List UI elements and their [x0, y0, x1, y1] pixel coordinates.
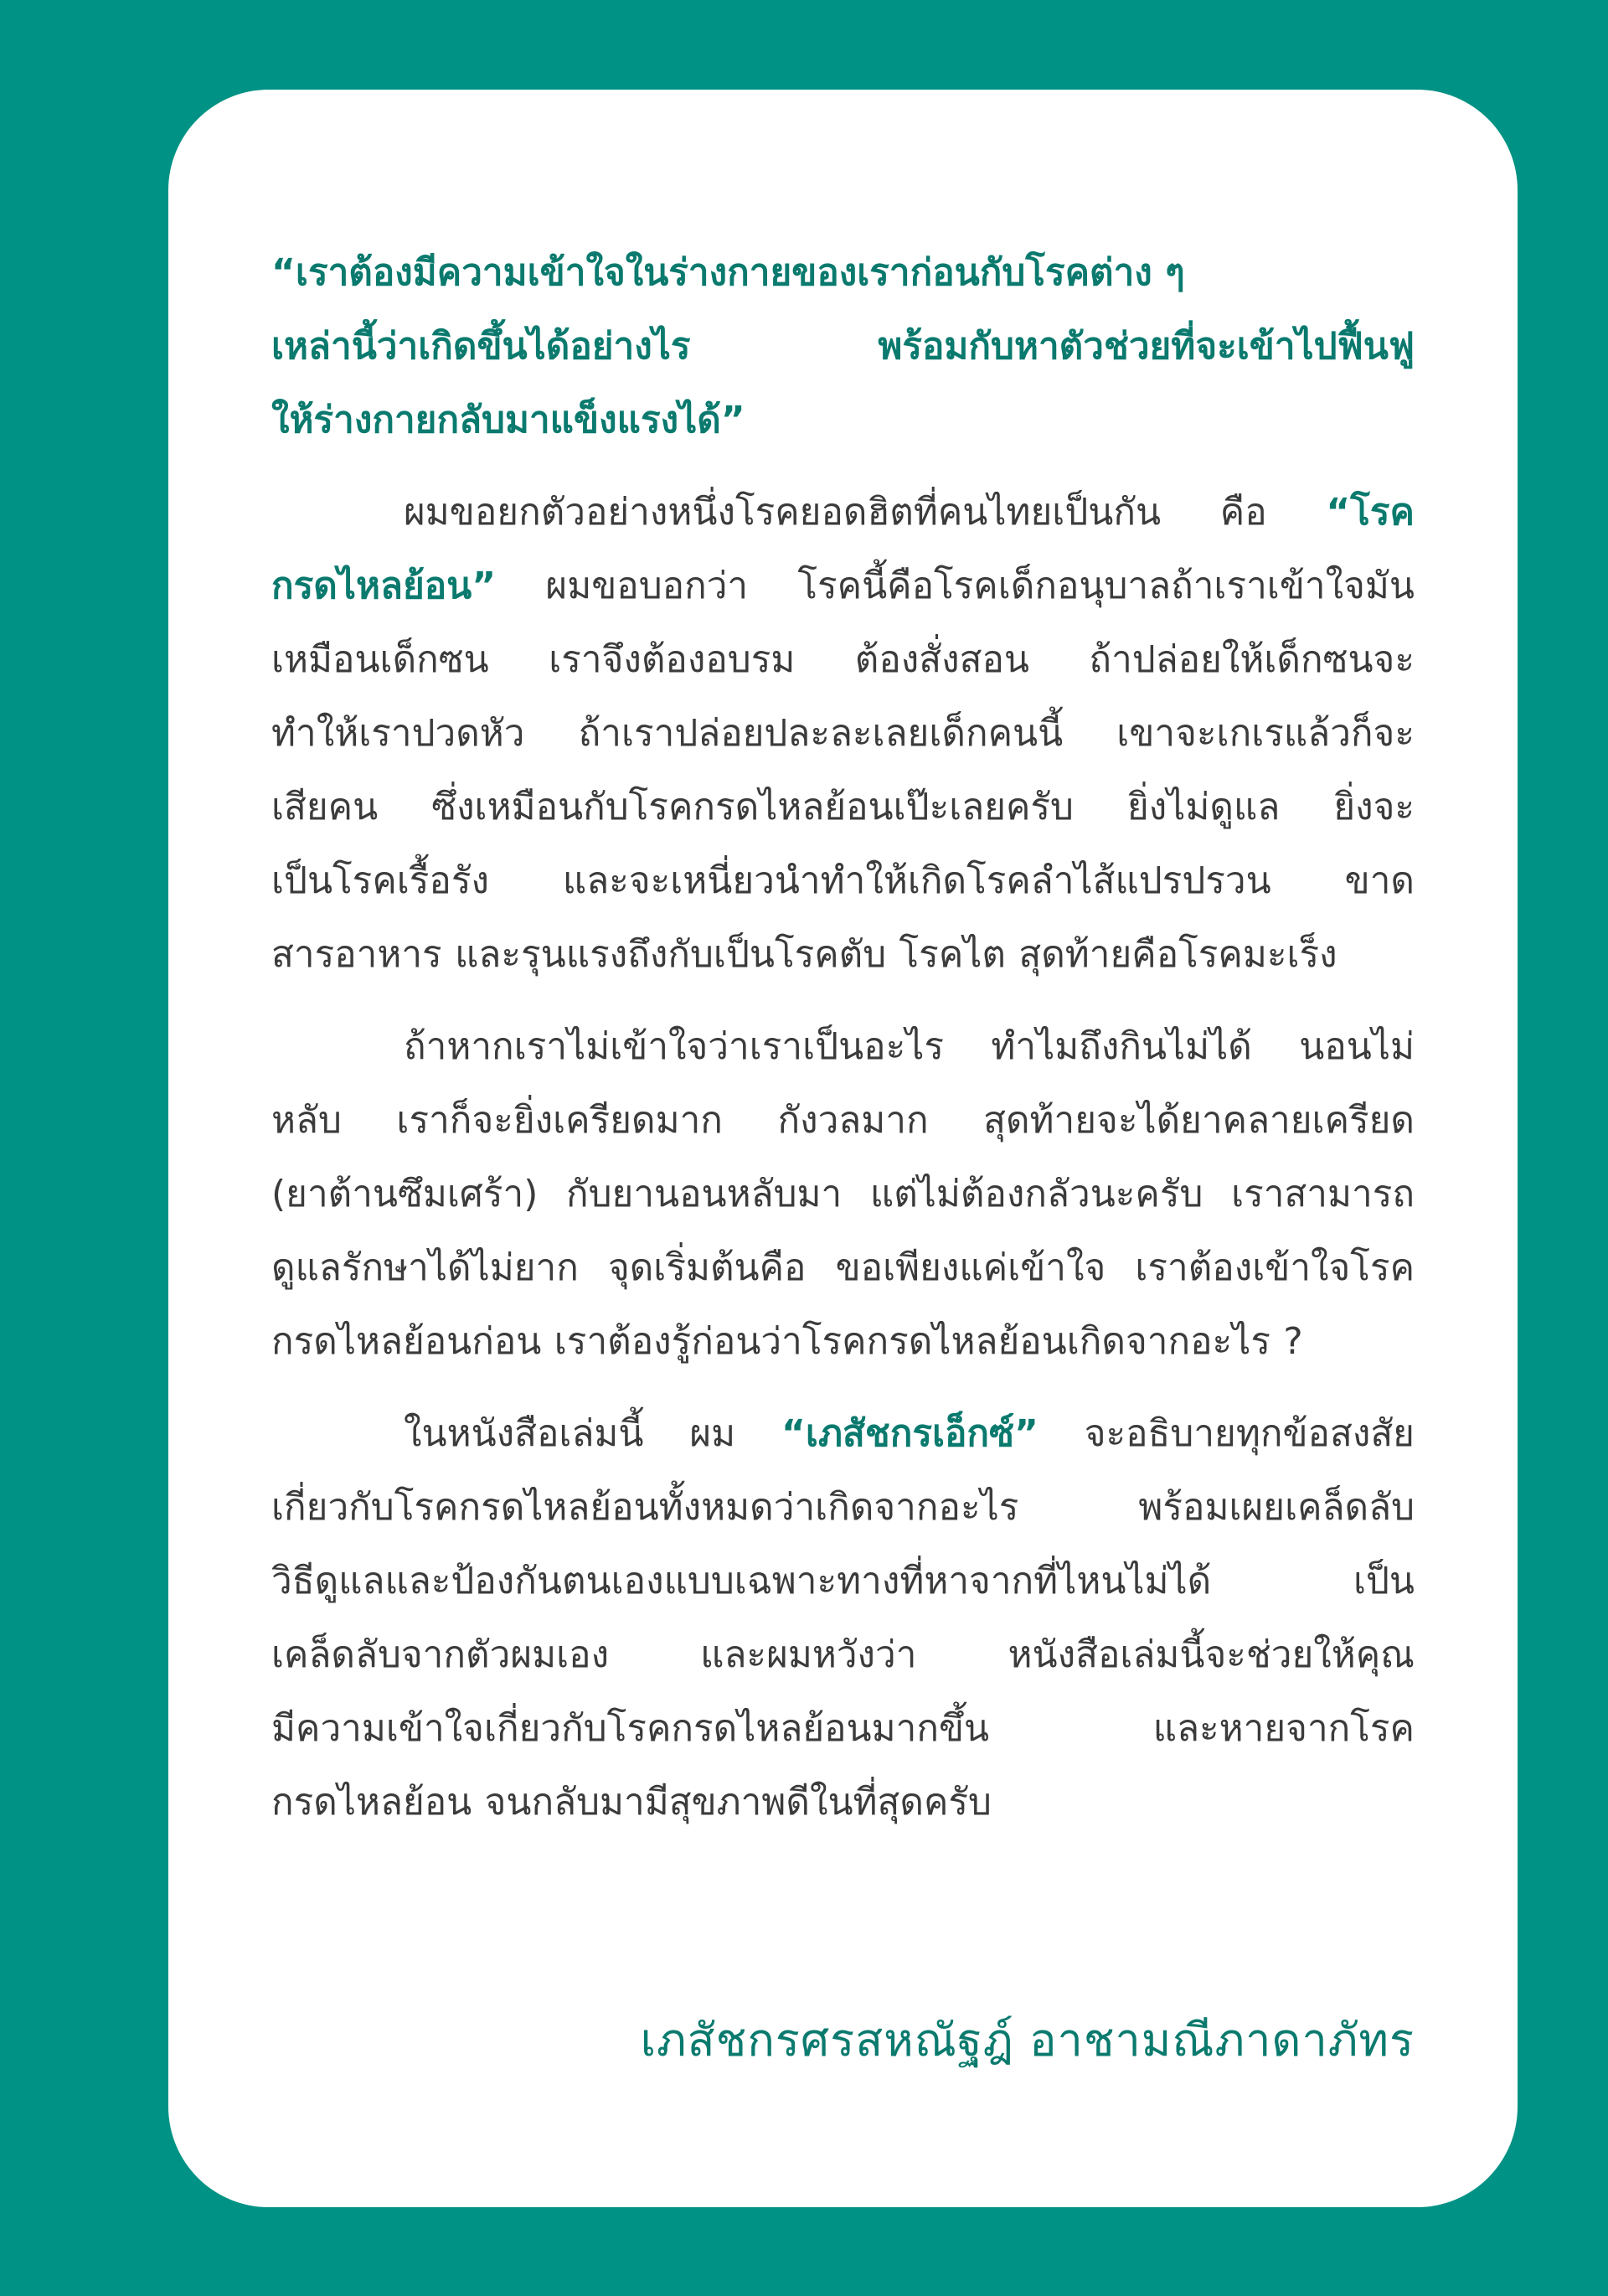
text-segment: และจะเหนี่ยวนำทำให้เกิดโรคลำไส้แปรปรวน [562, 859, 1271, 902]
text-segment: ผมขอยกตัวอย่างหนึ่งโรคยอดฮิตที่คนไทยเป็นกัน [404, 491, 1162, 534]
text-segment: จนกลับมามีสุขภาพดีในที่สุดครับ [484, 1781, 992, 1824]
text-segment: ซึ่งเหมือนกับโรคกรดไหลย้อนเป๊ะเลยครับ [431, 786, 1074, 828]
text-segment: เราก็จะยิ่งเครียดมาก [396, 1099, 723, 1142]
text-segment: ขอเพียงแค่เข้าใจ [835, 1246, 1106, 1289]
text-segment: กรดไหลย้อน [271, 1781, 472, 1824]
text-line [271, 1231, 1415, 1305]
text-line [271, 918, 1415, 992]
text-segment: ถ้าเราปล่อยปละละเลยเด็กคนนี้ [578, 712, 1064, 755]
text-segment: เราจึงต้องอบรม [549, 638, 796, 681]
quote-line [271, 310, 1415, 384]
text-segment: ดูแลรักษาได้ไม่ยาก [271, 1246, 579, 1289]
text-segment: ต้องสั่งสอน [854, 638, 1029, 681]
quote-text: “เราต้องมีความเข้าใจในร่างกายของเราก่อนกับโรคต่าง ๆ [271, 251, 1185, 294]
text-segment: ในหนังสือเล่มนี้ [404, 1412, 644, 1455]
text-line [271, 1397, 1415, 1471]
text-line [271, 697, 1415, 771]
text-segment: เหมือนเด็กซน [271, 638, 489, 681]
paragraph-2 [271, 1010, 1415, 1379]
text-segment: เป็น [1353, 1560, 1415, 1602]
text-segment: เสียคน [271, 786, 379, 828]
text-segment: ผม [689, 1412, 736, 1455]
text-segment: ? [1283, 1320, 1303, 1363]
text-segment: ทำให้เราปวดหัว [271, 712, 525, 755]
text-line [271, 476, 1415, 549]
quote-line [271, 236, 1415, 310]
quote-text: พร้อมกับหาตัวช่วยที่จะเข้าไปฟื้นฟู [878, 325, 1415, 368]
text-segment: ขาด [1344, 859, 1415, 902]
text-line [271, 623, 1415, 697]
quote-text: ให้ร่างกายกลับมาแข็งแรงได้” [271, 399, 745, 441]
text-segment: กังวลมาก [777, 1099, 929, 1142]
text-segment: หนังสือเล่มนี้จะช่วยให้คุณ [1008, 1633, 1415, 1676]
text-line [271, 771, 1415, 844]
text-segment: กับยานอนหลับมา [565, 1173, 843, 1215]
text-segment: สารอาหาร [271, 933, 442, 976]
text-segment: แต่ไม่ต้องกลัวนะครับ [869, 1173, 1203, 1215]
text-line [271, 1305, 1415, 1379]
pull-quote [271, 236, 1415, 457]
text-segment: ยิ่งไม่ดูแล [1127, 786, 1281, 828]
text-segment: ถ้าหากเราไม่เข้าใจว่าเราเป็นอะไร [404, 1025, 944, 1068]
paragraph-3 [271, 1397, 1415, 1839]
text-segment: เคล็ดลับจากตัวผมเอง [271, 1633, 610, 1676]
text-segment: เราต้องเข้าใจโรค [1135, 1246, 1415, 1289]
quote-text: เหล่านี้ว่าเกิดขึ้นได้อย่างไร [271, 325, 691, 368]
text-line [271, 1766, 1415, 1839]
text-segment: สุดท้ายจะได้ยาคลายเครียด [983, 1099, 1415, 1142]
text-segment: กรดไหลย้อนก่อน [271, 1320, 542, 1363]
highlight-text: กรดไหลย้อน” [271, 565, 497, 607]
highlight-text: “เภสัชกรเอ็กซ์” [781, 1412, 1038, 1455]
text-segment: (ยาต้านซึมเศร้า) [271, 1173, 539, 1215]
text-segment: เราสามารถ [1231, 1173, 1415, 1215]
text-segment: จะอธิบายทุกข้อสงสัย [1084, 1412, 1415, 1455]
text-segment: ถ้าปล่อยให้เด็กซนจะ [1089, 638, 1415, 681]
text-line [271, 1158, 1415, 1231]
page-content [271, 236, 1415, 1839]
quote-line [271, 384, 1415, 457]
text-segment: เราต้องรู้ก่อนว่าโรคกรดไหลย้อนเกิดจากอะไร [554, 1320, 1270, 1363]
text-line [271, 1010, 1415, 1084]
paragraph-1 [271, 476, 1415, 992]
text-segment: โรคนี้คือโรคเด็กอนุบาลถ้าเราเข้าใจมัน [797, 565, 1415, 607]
text-line [271, 1618, 1415, 1692]
text-line [271, 1084, 1415, 1158]
text-segment: พร้อมเผยเคล็ดลับ [1138, 1486, 1415, 1529]
text-segment: คือ [1219, 491, 1267, 534]
text-segment: มีความเข้าใจเกี่ยวกับโรคกรดไหลย้อนมากขึ้น [271, 1707, 990, 1750]
text-segment: ผมขอบอกว่า [545, 565, 749, 607]
text-segment: และหายจากโรค [1152, 1707, 1415, 1750]
text-segment: ยิ่งจะ [1333, 786, 1415, 828]
text-segment: นอนไม่ [1299, 1025, 1415, 1068]
text-segment: วิธีดูแลและป้องกันตนเองแบบเฉพาะทางที่หาจากที่ไหนไม่ได้ [271, 1560, 1212, 1602]
text-segment: และผมหวังว่า [700, 1633, 917, 1676]
text-segment: เขาจะเกเรแล้วก็จะ [1116, 712, 1415, 755]
text-segment: หลับ [271, 1099, 342, 1142]
author-signature: เภสัชกรศรสหณัฐฎ์ อาชามณีภาดาภัทร [640, 2014, 1415, 2066]
text-segment: เป็นโรคเรื้อรัง [271, 859, 489, 902]
highlight-text: “โรค [1326, 491, 1415, 534]
text-segment: ทำไมถึงกินไม่ได้ [991, 1025, 1252, 1068]
text-segment: และรุนแรงถึงกับเป็นโรคตับ [455, 933, 887, 976]
text-line [271, 549, 1415, 623]
text-segment: โรคไต [899, 933, 1006, 976]
text-segment: เกี่ยวกับโรคกรดไหลย้อนทั้งหมดว่าเกิดจากอะไร [271, 1486, 1019, 1529]
text-line [271, 1692, 1415, 1766]
page-card [168, 90, 1518, 2207]
text-line [271, 1545, 1415, 1618]
text-segment: จุดเริ่มต้นคือ [607, 1246, 807, 1289]
text-segment: สุดท้ายคือโรคมะเร็ง [1018, 933, 1337, 976]
text-line [271, 1471, 1415, 1545]
text-line [271, 844, 1415, 918]
